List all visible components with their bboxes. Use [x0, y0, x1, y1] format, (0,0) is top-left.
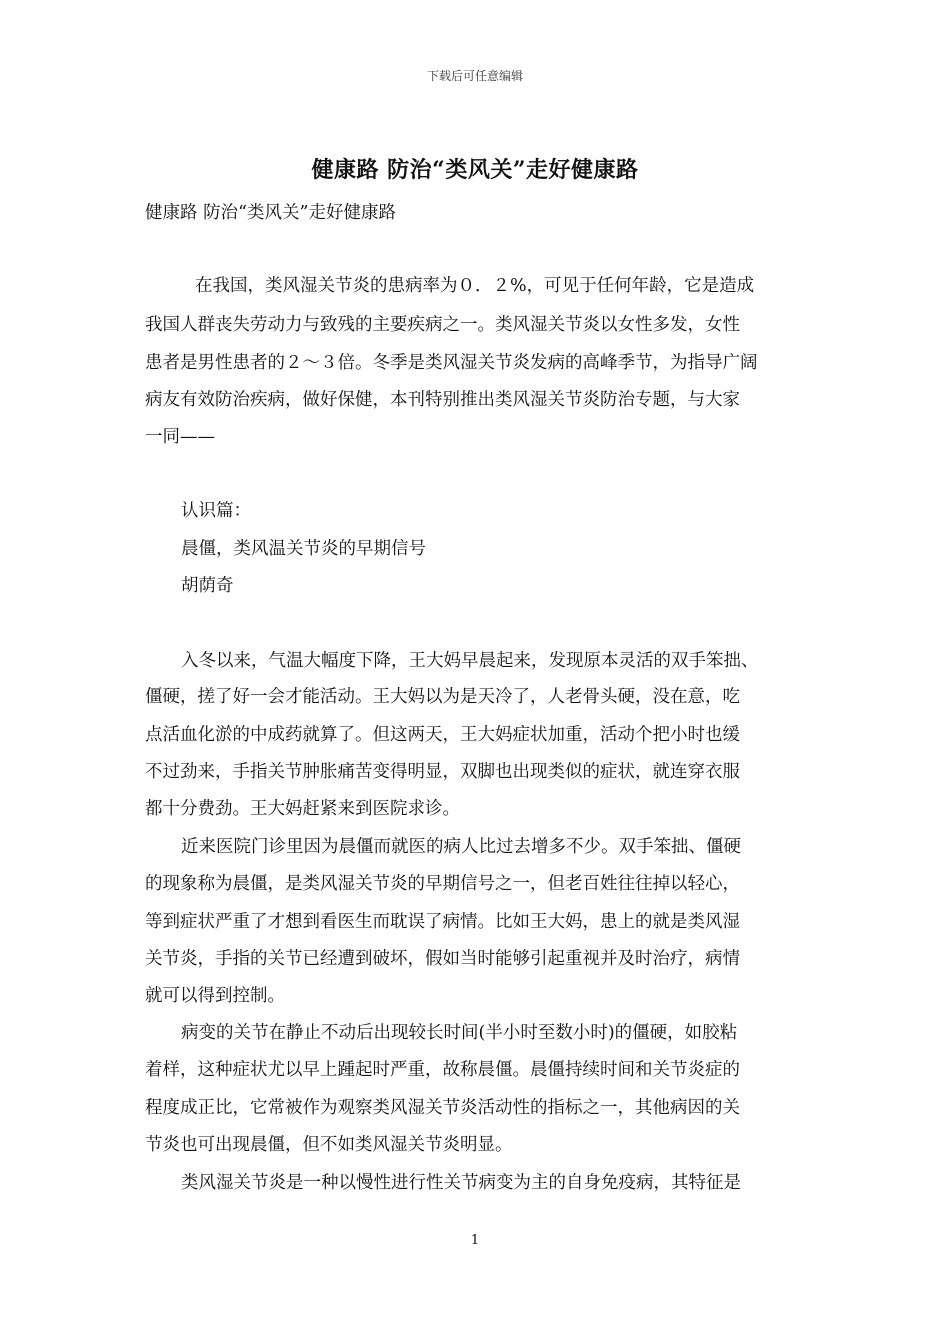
body-line: 类风湿关节炎是一种以慢性进行性关节病变为主的自身免疫病，其特征是 [181, 1173, 741, 1193]
intro-line: 病友有效防治疾病，做好保健，本刊特别推出类风湿关节炎防治专题，与大家 [145, 390, 740, 410]
body-line: 病变的关节在静止不动后出现较长时间(半小时至数小时)的僵硬，如胶粘 [181, 1023, 738, 1043]
intro-line: 一同—— [145, 427, 215, 447]
body-line: 就可以得到控制。 [145, 986, 285, 1006]
body-line: 僵硬，搓了好一会才能活动。王大妈以为是天冷了，人老骨头硬，没在意，吃 [145, 687, 740, 707]
section-label: 认识篇： [181, 501, 251, 521]
body-line: 关节炎，手指的关节已经遭到破坏，假如当时能够引起重视并及时治疗，病情 [145, 949, 740, 969]
body-line: 程度成正比，它常被作为观察类风湿关节炎活动性的指标之一，其他病因的关 [145, 1098, 740, 1118]
section-author: 胡荫奇 [181, 576, 234, 596]
section-heading: 晨僵，类风温关节炎的早期信号 [181, 539, 426, 559]
body-line: 着样，这种症状尤以早上踵起时严重，故称晨僵。晨僵持续时间和关节炎症的 [145, 1060, 740, 1080]
body-line: 入冬以来，气温大幅度下降，王大妈早晨起来，发现原本灵活的双手笨拙、 [181, 651, 759, 671]
intro-line: 我国人群丧失劳动力与致残的主要疾病之一。类风湿关节炎以女性多发，女性 [145, 315, 740, 335]
document-title: 健康路 防治“类风关”走好健康路 [311, 157, 639, 183]
body-line: 节炎也可出现晨僵，但不如类风湿关节炎明显。 [145, 1135, 513, 1155]
body-line: 等到症状严重了才想到看医生而耽误了病情。比如王大妈，患上的就是类风湿 [145, 912, 740, 932]
body-line: 不过劲来，手指关节肿胀痛苦变得明显，双脚也出现类似的症状，就连穿衣服 [145, 762, 740, 782]
body-line: 都十分费劲。王大妈赶紧来到医院求诊。 [145, 799, 460, 819]
header-note: 下载后可任意编辑 [426, 69, 523, 83]
subtitle: 健康路 防治“类风关”走好健康路 [145, 203, 396, 223]
body-line: 近来医院门诊里因为晨僵而就医的病人比过去增多不少。双手笨拙、僵硬 [181, 837, 741, 857]
intro-line: 在我国，类风湿关节炎的患病率为０．２%，可见于任何年龄，它是造成 [195, 276, 755, 296]
body-line: 点活血化淤的中成药就算了。但这两天，王大妈症状加重，活动个把小时也缓 [145, 725, 740, 745]
intro-line: 患者是男性患者的２～３倍。冬季是类风湿关节炎发病的高峰季节，为指导广阔 [145, 353, 758, 373]
body-line: 的现象称为晨僵，是类风湿关节炎的早期信号之一，但老百姓往往掉以轻心， [145, 874, 740, 894]
page-number: 1 [470, 1233, 480, 1248]
